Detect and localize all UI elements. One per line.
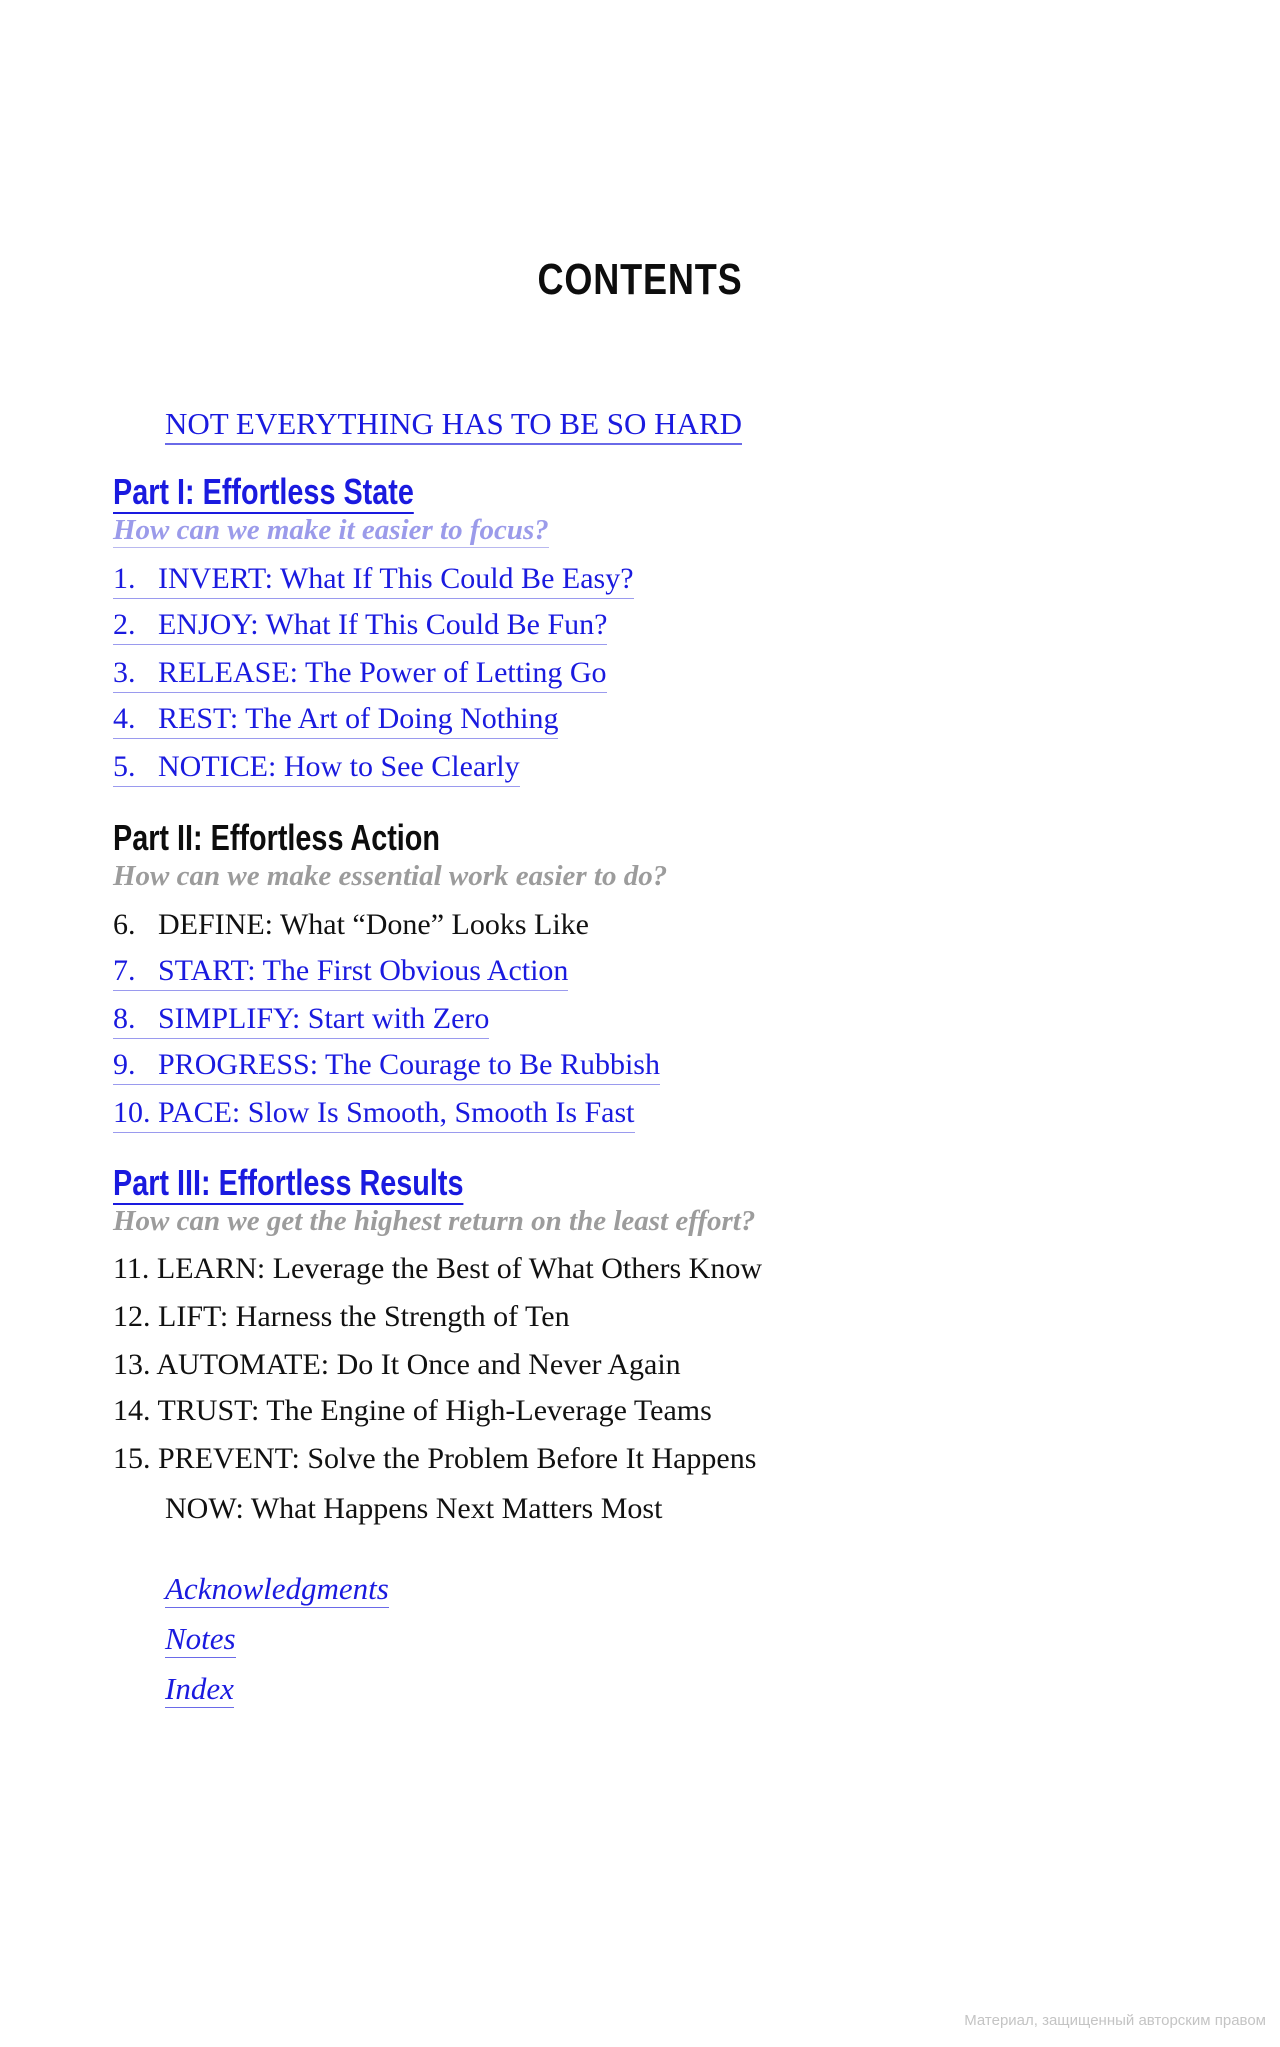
chapter-number: 1. — [113, 562, 136, 595]
toc-entry-chapter-6 — [113, 907, 589, 943]
toc-link-chapter-9[interactable] — [113, 1047, 660, 1085]
chapter-number: 4. — [113, 702, 136, 735]
chapter-title: REST: The Art of Doing Nothing — [158, 702, 559, 735]
chapter-title: RELEASE: The Power of Letting Go — [158, 656, 607, 689]
toc-entry-chapter-14 — [113, 1393, 712, 1429]
chapter-number: 9. — [113, 1048, 136, 1081]
chapter-number: 5. — [113, 750, 136, 783]
toc-entry-chapter-13 — [113, 1347, 681, 1383]
toc-link-acknowledgments[interactable]: Acknowledgments — [165, 1571, 389, 1606]
toc-entry-chapter-15 — [113, 1441, 756, 1477]
toc-link-index[interactable]: Index — [165, 1671, 234, 1706]
part-1-question-link[interactable]: How can we make it easier to focus? — [113, 514, 549, 546]
toc-link-chapter-10[interactable] — [113, 1095, 635, 1133]
chapter-number: 15. — [113, 1442, 151, 1475]
toc-link-chapter-8[interactable] — [113, 1001, 489, 1039]
chapter-title: AUTOMATE: Do It Once and Never Again — [156, 1348, 681, 1381]
part-2-question: How can we make essential work easier to do? — [113, 860, 668, 892]
chapter-title: SIMPLIFY: Start with Zero — [158, 1002, 490, 1035]
part-2-heading: Part II: Effortless Action — [113, 817, 440, 858]
chapter-number: 11. — [113, 1252, 150, 1285]
chapter-title: TRUST: The Engine of High-Leverage Teams — [157, 1394, 712, 1427]
toc-link-chapter-2[interactable] — [113, 607, 607, 645]
page-title: CONTENTS — [537, 255, 743, 304]
part-1-heading-link[interactable]: Part I: Effortless State — [113, 471, 414, 512]
chapter-number: 8. — [113, 1002, 136, 1035]
part-3-question: How can we get the highest return on the least effort? — [113, 1205, 756, 1237]
toc-link-chapter-3[interactable] — [113, 655, 607, 693]
chapter-number: 14. — [113, 1394, 151, 1427]
chapter-title: NOTICE: How to See Clearly — [158, 750, 520, 783]
chapter-title: LIFT: Harness the Strength of Ten — [158, 1300, 570, 1333]
chapter-number: 7. — [113, 954, 136, 987]
toc-link-chapter-7[interactable] — [113, 953, 568, 991]
chapter-title: START: The First Obvious Action — [158, 954, 569, 987]
toc-entry-chapter-11 — [113, 1251, 762, 1287]
toc-link-chapter-1[interactable] — [113, 561, 634, 599]
chapter-number: 3. — [113, 656, 136, 689]
chapter-number: 6. — [113, 908, 136, 941]
copyright-watermark: Материал, защищенный авторским правом — [964, 2012, 1266, 2029]
chapter-number: 13. — [113, 1348, 151, 1381]
chapter-number: 2. — [113, 608, 136, 641]
toc-link-notes[interactable]: Notes — [165, 1621, 236, 1656]
chapter-number: 10. — [113, 1096, 151, 1129]
chapter-title: PROGRESS: The Courage to Be Rubbish — [158, 1048, 660, 1081]
toc-entry-chapter-12 — [113, 1299, 570, 1335]
chapter-title: PACE: Slow Is Smooth, Smooth Is Fast — [158, 1096, 635, 1129]
chapter-title: DEFINE: What “Done” Looks Like — [158, 908, 590, 941]
toc-link-chapter-4[interactable] — [113, 701, 558, 739]
toc-entry-conclusion: NOW: What Happens Next Matters Most — [165, 1492, 663, 1525]
chapter-title: LEARN: Leverage the Best of What Others Know — [156, 1252, 763, 1285]
toc-link-introduction[interactable]: NOT EVERYTHING HAS TO BE SO HARD — [165, 406, 742, 445]
chapter-title: INVERT: What If This Could Be Easy? — [158, 562, 634, 595]
toc-link-chapter-5[interactable] — [113, 749, 520, 787]
chapter-title: PREVENT: Solve the Problem Before It Happens — [158, 1442, 757, 1475]
chapter-number: 12. — [113, 1300, 151, 1333]
chapter-title: ENJOY: What If This Could Be Fun? — [158, 608, 608, 641]
part-3-heading-link[interactable]: Part III: Effortless Results — [113, 1162, 464, 1203]
